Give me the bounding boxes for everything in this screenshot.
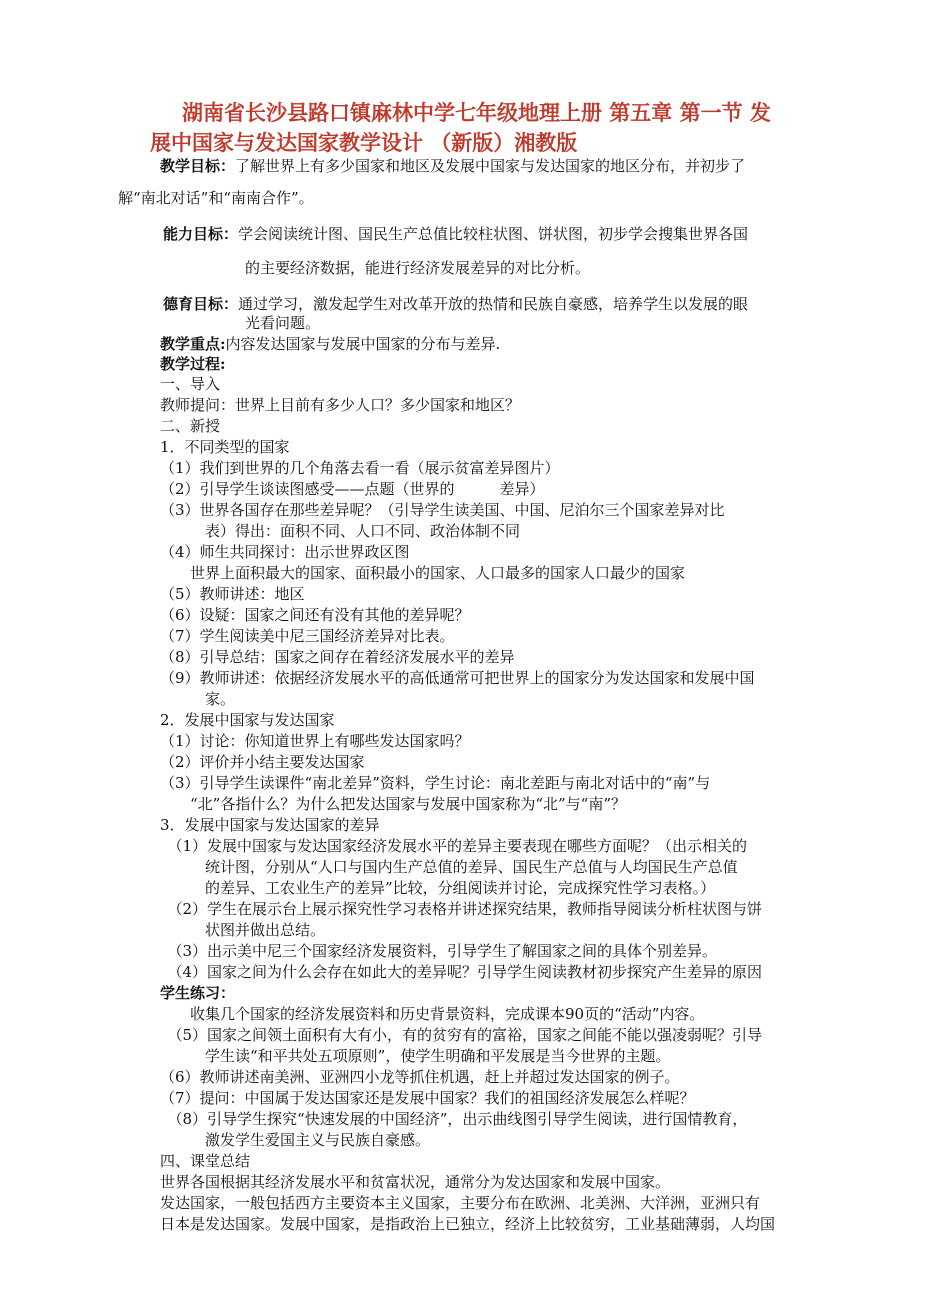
teaching-objective-label: 教学目标：	[160, 157, 236, 175]
process-line: （8）引导总结：国家之间存在着经济发展水平的差异	[160, 648, 515, 666]
process-line: （7）提问：中国属于发达国家还是发展中国家？我们的祖国经济发展怎么样呢？	[160, 1089, 695, 1107]
process-line: （9）教师讲述：依据经济发展水平的高低通常可把世界上的国家分为发达国家和发展中国	[160, 669, 755, 687]
ability-objective-text: 学会阅读统计图、国民生产总值比较柱状图、饼状图，初步学会搜集世界各国	[238, 225, 749, 243]
process-line: 表）得出：面积不同、人口不同、政治体制不同	[160, 522, 521, 540]
process-line: 家。	[160, 690, 236, 708]
process-line: （3）出示美中尼三个国家经济发展资料，引导学生了解国家之间的具体个别差异。	[160, 942, 718, 960]
ability-objective-label: 能力目标：	[163, 225, 239, 243]
process-line: （5）国家之间领土面积有大有小，有的贫穷有的富裕，国家之间能不能以强凌弱呢？引导	[160, 1026, 763, 1044]
process-line: 发达国家，一般包括西方主要资本主义国家，主要分布在欧洲、北美洲、大洋洲，亚洲只有	[160, 1194, 761, 1212]
process-line: （4）师生共同探讨：出示世界政区图	[160, 543, 410, 561]
process-line: 世界各国根据其经济发展水平和贫富状况，通常分为发达国家和发展中国家。	[160, 1173, 671, 1191]
process-line: （1）发展中国家与发达国家经济发展水平的差异主要表现在哪些方面呢？（出示相关的	[160, 837, 748, 855]
process-line: （7）学生阅读美中尼三国经济差异对比表。	[160, 627, 455, 645]
process-line: （1）我们到世界的几个角落去看一看（展示贫富差异图片）	[160, 459, 560, 477]
process-line: 学生读“和平共处五项原则”，使学生明确和平发展是当今世界的主题。	[160, 1047, 671, 1065]
process-line: 世界上面积最大的国家、面积最小的国家、人口最多的国家人口最少的国家	[160, 564, 686, 582]
teaching-key-label: 教学重点:	[160, 335, 226, 353]
process-line: （2）评价并小结主要发达国家	[160, 753, 365, 771]
process-line: （6）教师讲述南美洲、亚洲四小龙等抓住机遇，赶上并超过发达国家的例子。	[160, 1068, 680, 1086]
process-line: （6）设疑：国家之间还有没有其他的差异呢？	[160, 606, 470, 624]
process-line: 1．不同类型的国家	[160, 438, 290, 456]
moral-objective-text: 通过学习，激发起学生对改革开放的热情和民族自豪感，培养学生以发展的眼	[238, 295, 749, 313]
teaching-objective	[160, 156, 745, 176]
process-line: （4）国家之间为什么会存在如此大的差异呢？引导学生阅读教材初步探究产生差异的原因	[160, 963, 763, 981]
process-line: 2．发展中国家与发达国家	[160, 711, 335, 729]
process-line: 日本是发达国家。发展中国家，是指政治上已独立，经济上比较贫穷，工业基础薄弱，人均国	[160, 1215, 776, 1233]
process-line: “北”各指什么？为什么把发达国家与发展中国家称为“北”与“南”？	[160, 795, 627, 813]
process-line: 四、课堂总结	[160, 1152, 251, 1170]
process-line: 二、新授	[160, 417, 221, 435]
ability-objective	[163, 224, 748, 244]
teaching-process-heading: 教学过程:	[160, 355, 226, 373]
process-line: （2）学生在展示台上展示探究性学习表格并讲述探究结果，教师指导阅读分析柱状图与饼	[160, 900, 763, 918]
teaching-process-body	[160, 374, 775, 1235]
process-line: 收集几个国家的经济发展资料和历史背景资料，完成课本90页的“活动”内容。	[160, 1005, 705, 1023]
process-line: 统计图，分别从“人口与国内生产总值的差异、国民生产总值与人均国民生产总值	[160, 858, 738, 876]
moral-objective-label: 德育目标：	[163, 295, 239, 313]
teaching-objective-cont: 解“南北对话”和“南南合作”。	[118, 189, 314, 207]
process-line: （3）引导学生读课件“南北差异”资料，学生讨论：南北差距与南北对话中的“南”与	[160, 774, 711, 792]
teaching-objective-text: 了解世界上有多少国家和地区及发展中国家与发达国家的地区分布，并初步了	[235, 157, 746, 175]
process-line: （2）引导学生谈读图感受——点题（世界的 差异）	[160, 480, 545, 498]
process-line: 一、导入	[160, 375, 221, 393]
ability-objective-cont: 的主要经济数据，能进行经济发展差异的对比分析。	[245, 259, 591, 277]
document-title-line1: 湖南省长沙县路口镇麻林中学七年级地理上册 第五章 第一节 发	[182, 100, 771, 125]
process-line: （8）引导学生探究“快速发展的中国经济”，出示曲线图引导学生阅读，进行国情教育，	[160, 1110, 748, 1128]
process-line: （5）教师讲述：地区	[160, 585, 305, 603]
process-line: （3）世界各国存在那些差异呢？（引导学生读美国、中国、尼泊尔三个国家差异对比	[160, 501, 725, 519]
process-line: 状图并做出总结。	[160, 921, 326, 939]
moral-objective	[163, 294, 748, 314]
process-line: 学生练习：	[160, 984, 236, 1002]
process-line: 教师提问：世界上目前有多少人口？多少国家和地区？	[160, 396, 521, 414]
document-title-line2: 展中国家与发达国家教学设计 （新版）湘教版	[150, 130, 578, 155]
teaching-key-point	[160, 334, 500, 354]
moral-objective-cont: 光看问题。	[245, 314, 321, 332]
teaching-key-text: 内容发达国家与发展中国家的分布与差异.	[225, 335, 501, 353]
process-line: 的差异、工农业生产的差异”比较，分组阅读并讨论，完成探究性学习表格。）	[160, 879, 716, 897]
process-line: 激发学生爱国主义与民族自豪感。	[160, 1131, 431, 1149]
process-line: 3．发展中国家与发达国家的差异	[160, 816, 380, 834]
process-line: （1）讨论：你知道世界上有哪些发达国家吗？	[160, 732, 470, 750]
